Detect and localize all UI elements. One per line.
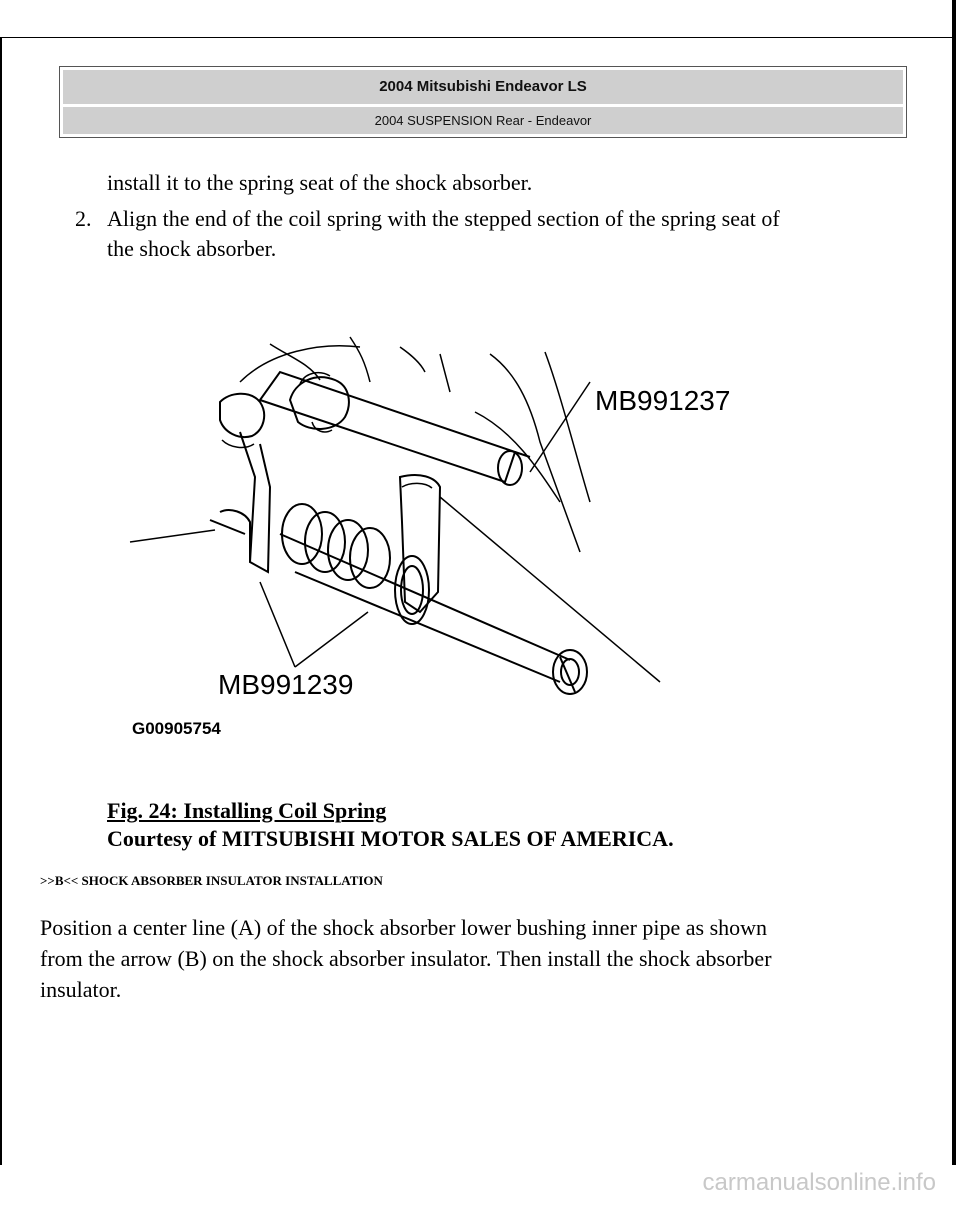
- label-mb991237: MB991237: [595, 385, 731, 416]
- figure-caption-title: Fig. 24: Installing Coil Spring: [107, 798, 387, 823]
- step2-number: 2.: [75, 206, 92, 231]
- step1-continuation: install it to the spring seat of the shock absorber.: [107, 170, 533, 195]
- page-border-right: [952, 0, 956, 1165]
- figure-caption-courtesy: Courtesy of MITSUBISHI MOTOR SALES OF AMERICA.: [107, 826, 674, 851]
- installing-coil-spring-illustration: [120, 272, 740, 792]
- page-border-left: [0, 37, 2, 1165]
- step2-text-line1: Align the end of the coil spring with the stepped section of the spring seat of: [107, 206, 780, 231]
- document-header: [59, 66, 907, 138]
- installation-paragraph: [40, 912, 910, 1005]
- paragraph-line-1: Position a center line (A) of the shock absorber lower bushing inner pipe as shown: [40, 915, 768, 940]
- site-watermark: carmanualsonline.info: [702, 1169, 936, 1196]
- header-title: 2004 Mitsubishi Endeavor LS: [63, 70, 903, 104]
- section-heading: >>B<< SHOCK ABSORBER INSULATOR INSTALLATION: [40, 873, 383, 888]
- page-border-top: [0, 37, 955, 38]
- paragraph-line-2: from the arrow (B) on the shock absorber insulator. Then install the shock absorber: [40, 946, 772, 971]
- header-subtitle: 2004 SUSPENSION Rear - Endeavor: [63, 107, 903, 134]
- label-mb991239: MB991239: [218, 669, 354, 700]
- step2-text-line2: the shock absorber.: [107, 236, 277, 261]
- figure-code: G00905754: [132, 719, 221, 738]
- paragraph-line-3: insulator.: [40, 977, 122, 1002]
